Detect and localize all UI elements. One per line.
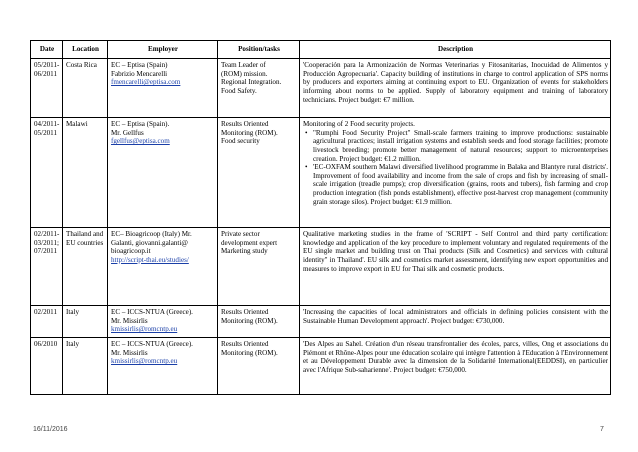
page-number: 7 bbox=[600, 426, 604, 433]
list-item: • "Rumphi Food Security Project" Small-scale farmers training to improve productions: sustainable agricultural practices; install irrigation systems and establish seeds and food storage facilities; promote livestock breeding; promote better management of natural resources; support to microenterprises creation. Project budget: €1.2 million. bbox=[305, 128, 608, 163]
bullet-icon: • bbox=[305, 163, 308, 172]
table-row bbox=[31, 118, 611, 228]
position-cell: Results Oriented Monitoring (ROM). bbox=[218, 338, 300, 395]
date-cell: 05/2011- 06/2011 bbox=[31, 59, 63, 118]
description-cell: Qualitative marketing studies in the frame of 'SCRIPT - Self Control and third party certification: knowledge and application of the key procedure to implement voluntary and regulated requirements of the EU single market and building trust on Thai products (Silk and Cosmetics) and services with cultural identity" in Thailand'. EU silk and cosmetics market assessment, identifying new export opportunities and measures to improve export in EU for Thai silk and cosmetic products. bbox=[300, 228, 611, 306]
location-cell: Costa Rica bbox=[63, 59, 108, 118]
location-cell: Italy bbox=[63, 306, 108, 338]
position-cell: Results Oriented Monitoring (ROM). Food security bbox=[218, 118, 300, 228]
header-description: Description bbox=[300, 41, 611, 59]
description-cell: 'Increasing the capacities of local administrators and officials in defining policies consistent with the Sustainable Human Development approach'. Project budget: €730,000. bbox=[300, 306, 611, 338]
email-link[interactable]: fgellfus@eptisa.com bbox=[111, 137, 170, 146]
bullet-icon: • bbox=[305, 128, 308, 137]
date-cell: 02/2011- 03/2011; 07/2011 bbox=[31, 228, 63, 306]
table-row bbox=[31, 306, 611, 338]
employer-cell: EC – Eptisa (Spain) Fabrizio Mencarelli fmencarelli@eptisa.com bbox=[108, 59, 218, 118]
header-date: Date bbox=[31, 41, 63, 59]
employer-cell: EC– Bioagricoop (Italy) Mr. Galanti, giovanni.galanti@ bioagricoop.it http://script-thai.eu/studies/ bbox=[108, 228, 218, 306]
email-link[interactable]: kmissirlis@romcntp.eu bbox=[111, 357, 178, 366]
employer-cell: EC – Eptisa (Spain). Mr. Gellfus fgellfus@eptisa.com bbox=[108, 118, 218, 228]
experience-table bbox=[30, 40, 611, 395]
date-cell: 04/2011- 05/2011 bbox=[31, 118, 63, 228]
description-cell: 'Des Alpes au Sahel. Création d'un réseau transfrontalier des écoles, parcs, villes, Ong et associations du Piémont et Rhône-Alpes pour une éducation scolaire qui intègre l'attention à l'Education à l'Environnement et au Développement Durable avec la dimension de la Solidarité International(EEDDSI), en particulier avec l'Afrique Sub-saharienne'. Project budget: €750,000. bbox=[300, 338, 611, 395]
date-cell: 06/2010 bbox=[31, 338, 63, 395]
header-employer: Employer bbox=[108, 41, 218, 59]
header-position: Position/tasks bbox=[218, 41, 300, 59]
description-cell: 'Cooperación para la Armonización de Normas Veterinarias y Fitosanitarias, Inocuidad de Alimentos y Producción Agropecuaria'. Capacity building of institutions in charge to control application of SPS norms by producers and exporters aiming at continuing export to EU. Organization of events for stakeholders informing about norms to be applied. Supply of laboratory equipment and training of laboratory technicians. Project budget: €7 million. bbox=[300, 59, 611, 118]
table-header-row bbox=[31, 41, 611, 59]
location-cell: Italy bbox=[63, 338, 108, 395]
project-list bbox=[303, 129, 608, 207]
website-link[interactable]: http://script-thai.eu/studies/ bbox=[111, 255, 189, 264]
description-intro: Monitoring of 2 Food security projects. bbox=[303, 120, 415, 128]
table-row bbox=[31, 228, 611, 306]
email-link[interactable]: fmencarelli@eptisa.com bbox=[111, 78, 181, 87]
position-cell: Private sector development expert Marketing study bbox=[218, 228, 300, 306]
location-cell: Malawi bbox=[63, 118, 108, 228]
description-cell bbox=[300, 118, 611, 228]
position-cell: Results Oriented Monitoring (ROM). bbox=[218, 306, 300, 338]
list-item: • 'EC-OXFAM southern Malawi diversified livelihood programme in Balaka and Blantyre rural districts'. Improvement of food availability and income from the sale of crops and fish by increasing of small-scale irrigation (treadle pumps); crop diversification (grains, roots and tubers), fish farming and crop production integration (fish ponds establishment), effective post-harvest crop management (community grain storage silos). Project budget: €1.9 million. bbox=[305, 163, 608, 206]
employer-cell: EC – ICCS-NTUA (Greece). Mr. Missirlis kmissirlis@romcntp.eu bbox=[108, 338, 218, 395]
footer-date: 16/11/2016 bbox=[33, 426, 68, 433]
table-row bbox=[31, 59, 611, 118]
position-cell: Team Leader of (ROM) mission. Regional Integration. Food Safety. bbox=[218, 59, 300, 118]
date-cell: 02/2011 bbox=[31, 306, 63, 338]
header-location: Location bbox=[63, 41, 108, 59]
table-row bbox=[31, 338, 611, 395]
employer-cell: EC – ICCS-NTUA (Greece). Mr. Missirlis kmissirlis@romcntp.eu bbox=[108, 306, 218, 338]
location-cell: Thailand and EU countries bbox=[63, 228, 108, 306]
email-link[interactable]: kmissirlis@romcntp.eu bbox=[111, 325, 178, 334]
